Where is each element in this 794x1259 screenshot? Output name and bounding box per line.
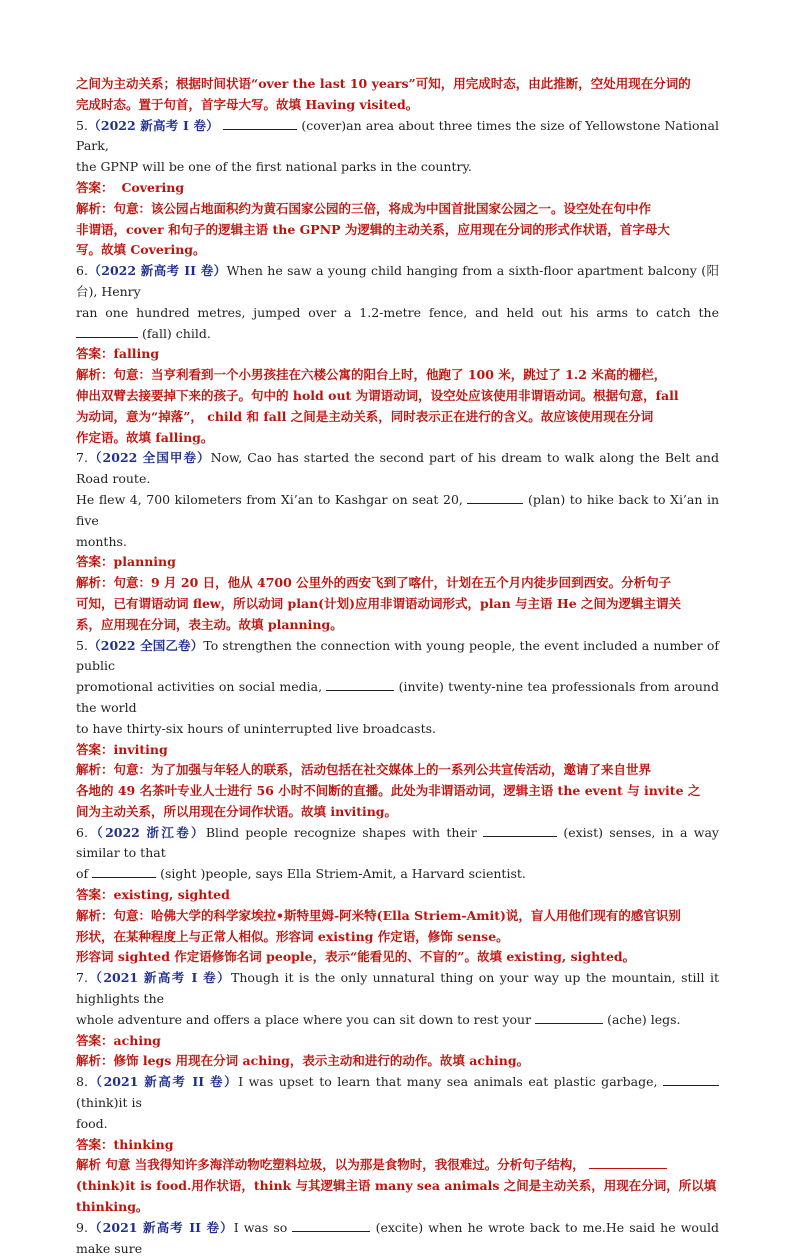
analysis-line: 解析：句意：9 月 20 日，他从 4700 公里外的西安飞到了喀什，计划在五个月内徒步回到西安。分析句子 (76, 575, 672, 591)
question-line (76, 1010, 719, 1031)
question-line (76, 1218, 719, 1259)
question-text: (think)it is (76, 1095, 142, 1111)
answer-value: Covering (121, 179, 185, 195)
answer-line (76, 344, 719, 365)
question-source: （2021 新高考 II 卷） (87, 1219, 234, 1235)
question-text: whole adventure and offers a place where you can sit down to rest your (76, 1011, 532, 1027)
question-line: months. (76, 533, 127, 549)
analysis-line: 各地的 49 名茶叶专业人士进行 56 小时不间断的直播。此处为非谓语动词，逻辑主语 the event 与 invite 之 (76, 783, 701, 799)
answer-blank[interactable] (663, 1073, 719, 1086)
analysis-line: 写。故填 Covering。 (76, 242, 206, 258)
question-line (76, 261, 719, 303)
answer-blank[interactable] (223, 117, 297, 130)
question-item (76, 1072, 719, 1218)
question-item (76, 261, 719, 448)
answer-line (76, 1135, 719, 1156)
question-text: Now, Cao has started the second part of his dream to walk along the Belt and Road route. (76, 450, 719, 487)
question-text: Blind people recognize shapes with their (205, 824, 477, 840)
analysis-text: 解析 句意 当我得知许多海洋动物吃塑料垃圾，以为那是食物时，我很难过。分析句子结构， (76, 1157, 585, 1173)
question-text: Though it is the only unnatural thing on your way up the mountain, still it highlights the (76, 970, 719, 1007)
question-line (76, 490, 719, 532)
question-line (76, 677, 719, 719)
question-line (76, 1072, 719, 1114)
question-text: To strengthen the connection with young people, the event included a number of public (76, 637, 719, 674)
question-text: ran one hundred metres, jumped over a 1.2-metre fence, and held out his arms to catch the (76, 304, 719, 320)
question-item (76, 116, 719, 262)
answer-blank[interactable] (76, 325, 138, 338)
question-text: I was upset to learn that many sea animals eat plastic garbage, (238, 1074, 658, 1090)
question-number: 5. (76, 117, 88, 133)
question-number: 6. (76, 824, 88, 840)
answer-value: inviting (113, 741, 168, 757)
answer-line (76, 1031, 719, 1052)
analysis-line: thinking。 (76, 1199, 149, 1215)
answer-line (76, 740, 719, 761)
analysis-line: 解析：句意：该公园占地面积约为黄石国家公园的三倍，将成为中国首批国家公园之一。设空处在句中作 (76, 200, 652, 216)
question-line (76, 116, 719, 158)
question-number: 7. (76, 450, 88, 466)
answer-blank[interactable] (92, 865, 156, 878)
question-line: to have thirty-six hours of uninterrupted live broadcasts. (76, 720, 436, 736)
question-item (76, 823, 719, 969)
question-text: (ache) legs. (607, 1011, 681, 1027)
answer-label: 答案： (76, 179, 114, 195)
question-text: He flew 4, 700 kilometers from Xi’an to Kashgar on seat 20, (76, 491, 463, 507)
question-item (76, 448, 719, 635)
question-source: （2022 新高考 II 卷） (87, 263, 227, 279)
question-source: （2021 新高考 II 卷） (87, 1074, 239, 1090)
answer-value: existing, sighted (113, 887, 230, 903)
document-page (76, 74, 719, 1259)
answer-blank[interactable] (535, 1011, 603, 1024)
answer-value: thinking (113, 1136, 174, 1152)
question-text: (excite) when he wrote back to me.He said he would make sure (76, 1219, 719, 1256)
analysis-line: 解析：修饰 legs 用现在分词 aching，表示主动和进行的动作。故填 aching。 (76, 1053, 530, 1069)
question-line (76, 448, 719, 490)
question-source: （2022 全国甲卷） (87, 450, 211, 466)
question-line: the GPNP will be one of the first national parks in the country. (76, 159, 472, 175)
answer-value: planning (113, 554, 176, 570)
answer-value: falling (113, 346, 160, 362)
answer-blank[interactable] (292, 1219, 370, 1232)
question-line: food. (76, 1115, 108, 1131)
question-item (76, 636, 719, 823)
answer-label: 答案： (76, 1136, 114, 1152)
analysis-line: 解析：句意：当亨利看到一个小男孩挂在六楼公寓的阳台上时，他跑了 100 米，跳过了 1.2 米高的栅栏， (76, 367, 667, 383)
question-number: 6. (76, 263, 88, 279)
answer-line (76, 885, 719, 906)
question-text: of (76, 866, 89, 882)
question-text: promotional activities on social media, (76, 679, 323, 695)
answer-label: 答案： (76, 887, 114, 903)
intro-line-2: 完成时态。置于句首，首字母大写。故填 Having visited。 (76, 96, 419, 112)
analysis-line: 形容词 sighted 作定语修饰名词 people，表示“能看见的、不盲的”。故填 existing, sighted。 (76, 949, 636, 965)
question-line (76, 968, 719, 1010)
analysis-line: 解析：句意：为了加强与年轻人的联系，活动包括在社交媒体上的一系列公共宣传活动，邀请了来自世界 (76, 762, 652, 778)
analysis-line: 解析：句意：哈佛大学的科学家埃拉•斯特里姆-阿米特(Ella Striem-Amit)说，盲人用他们现有的感官识别 (76, 907, 681, 923)
answer-label: 答案： (76, 346, 114, 362)
analysis-line: 作定语。故填 falling。 (76, 429, 214, 445)
question-source: （2021 新高考 I 卷） (87, 970, 232, 986)
question-text: I was so (233, 1219, 288, 1235)
analysis-line: 非谓语，cover 和句子的逻辑主语 the GPNP 为逻辑的主动关系，应用现在分词的形式作状语，首字母大 (76, 221, 670, 237)
question-source: （2022 新高考 I 卷） (87, 117, 219, 133)
question-text: (fall) child. (141, 325, 211, 341)
question-item (76, 968, 719, 1072)
answer-label: 答案： (76, 1032, 114, 1048)
answer-label: 答案： (76, 741, 114, 757)
answer-line (76, 178, 719, 199)
question-number: 9. (76, 1219, 88, 1235)
answer-blank[interactable] (326, 678, 394, 691)
answer-value: aching (113, 1032, 161, 1048)
question-source: （2022 全国乙卷） (87, 637, 204, 653)
question-line (76, 636, 719, 678)
analysis-line: 为动词，意为“掉落”， child 和 fall 之间是主动关系，同时表示正在进行的含义。故应该使用现在分词 (76, 408, 654, 424)
question-number: 7. (76, 970, 88, 986)
analysis-line: (think)it is food.用作状语，think 与其逻辑主语 many sea animals 之间是主动关系，用现在分词，所以填 (76, 1178, 717, 1194)
question-text: (plan) to hike back to Xi’an in five (76, 491, 719, 528)
answer-line (76, 552, 719, 573)
question-item (76, 1218, 719, 1259)
question-line (76, 864, 719, 885)
question-text: (sight )people, says Ella Striem-Amit, a Harvard scientist. (160, 866, 526, 882)
question-number: 5. (76, 637, 88, 653)
question-text: (invite) twenty-nine tea professionals from around the world (76, 679, 719, 715)
question-number: 8. (76, 1074, 88, 1090)
question-source: （2022 浙江卷） (87, 824, 206, 840)
analysis-line: 间为主动关系，所以用现在分词作状语。故填 inviting。 (76, 803, 398, 819)
answer-blank[interactable] (483, 824, 557, 837)
intro-line-1: 之间为主动关系；根据时间状语“over the last 10 years”可知，用完成时态，由此推断，空处用现在分词的 (76, 76, 691, 91)
analysis-line: 伸出双臂去接要掉下来的孩子。句中的 hold out 为谓语动词，设空处应该使用非谓语动词。根据句意，fall (76, 387, 679, 403)
question-text: When he saw a young child hanging from a sixth-floor apartment balcony (阳台), Henry (76, 263, 719, 299)
answer-label: 答案： (76, 554, 114, 570)
question-line (76, 823, 719, 865)
question-line (76, 303, 719, 345)
analysis-line: 系，应用现在分词，表主动。故填 planning。 (76, 616, 343, 632)
question-text: (cover)an area about three times the size of Yellowstone National Park, (76, 117, 719, 154)
analysis-line (76, 1155, 719, 1176)
answer-blank[interactable] (589, 1156, 667, 1169)
answer-blank[interactable] (467, 491, 523, 504)
question-text: (exist) senses, in a way similar to that (76, 824, 719, 861)
analysis-line: 可知，已有谓语动词 flew，所以动词 plan(计划)应用非谓语动词形式，plan 与主语 He 之间为逻辑主谓关 (76, 595, 682, 611)
analysis-line: 形状，在某种程度上与正常人相似。形容词 existing 作定语，修饰 sense。 (76, 928, 509, 944)
